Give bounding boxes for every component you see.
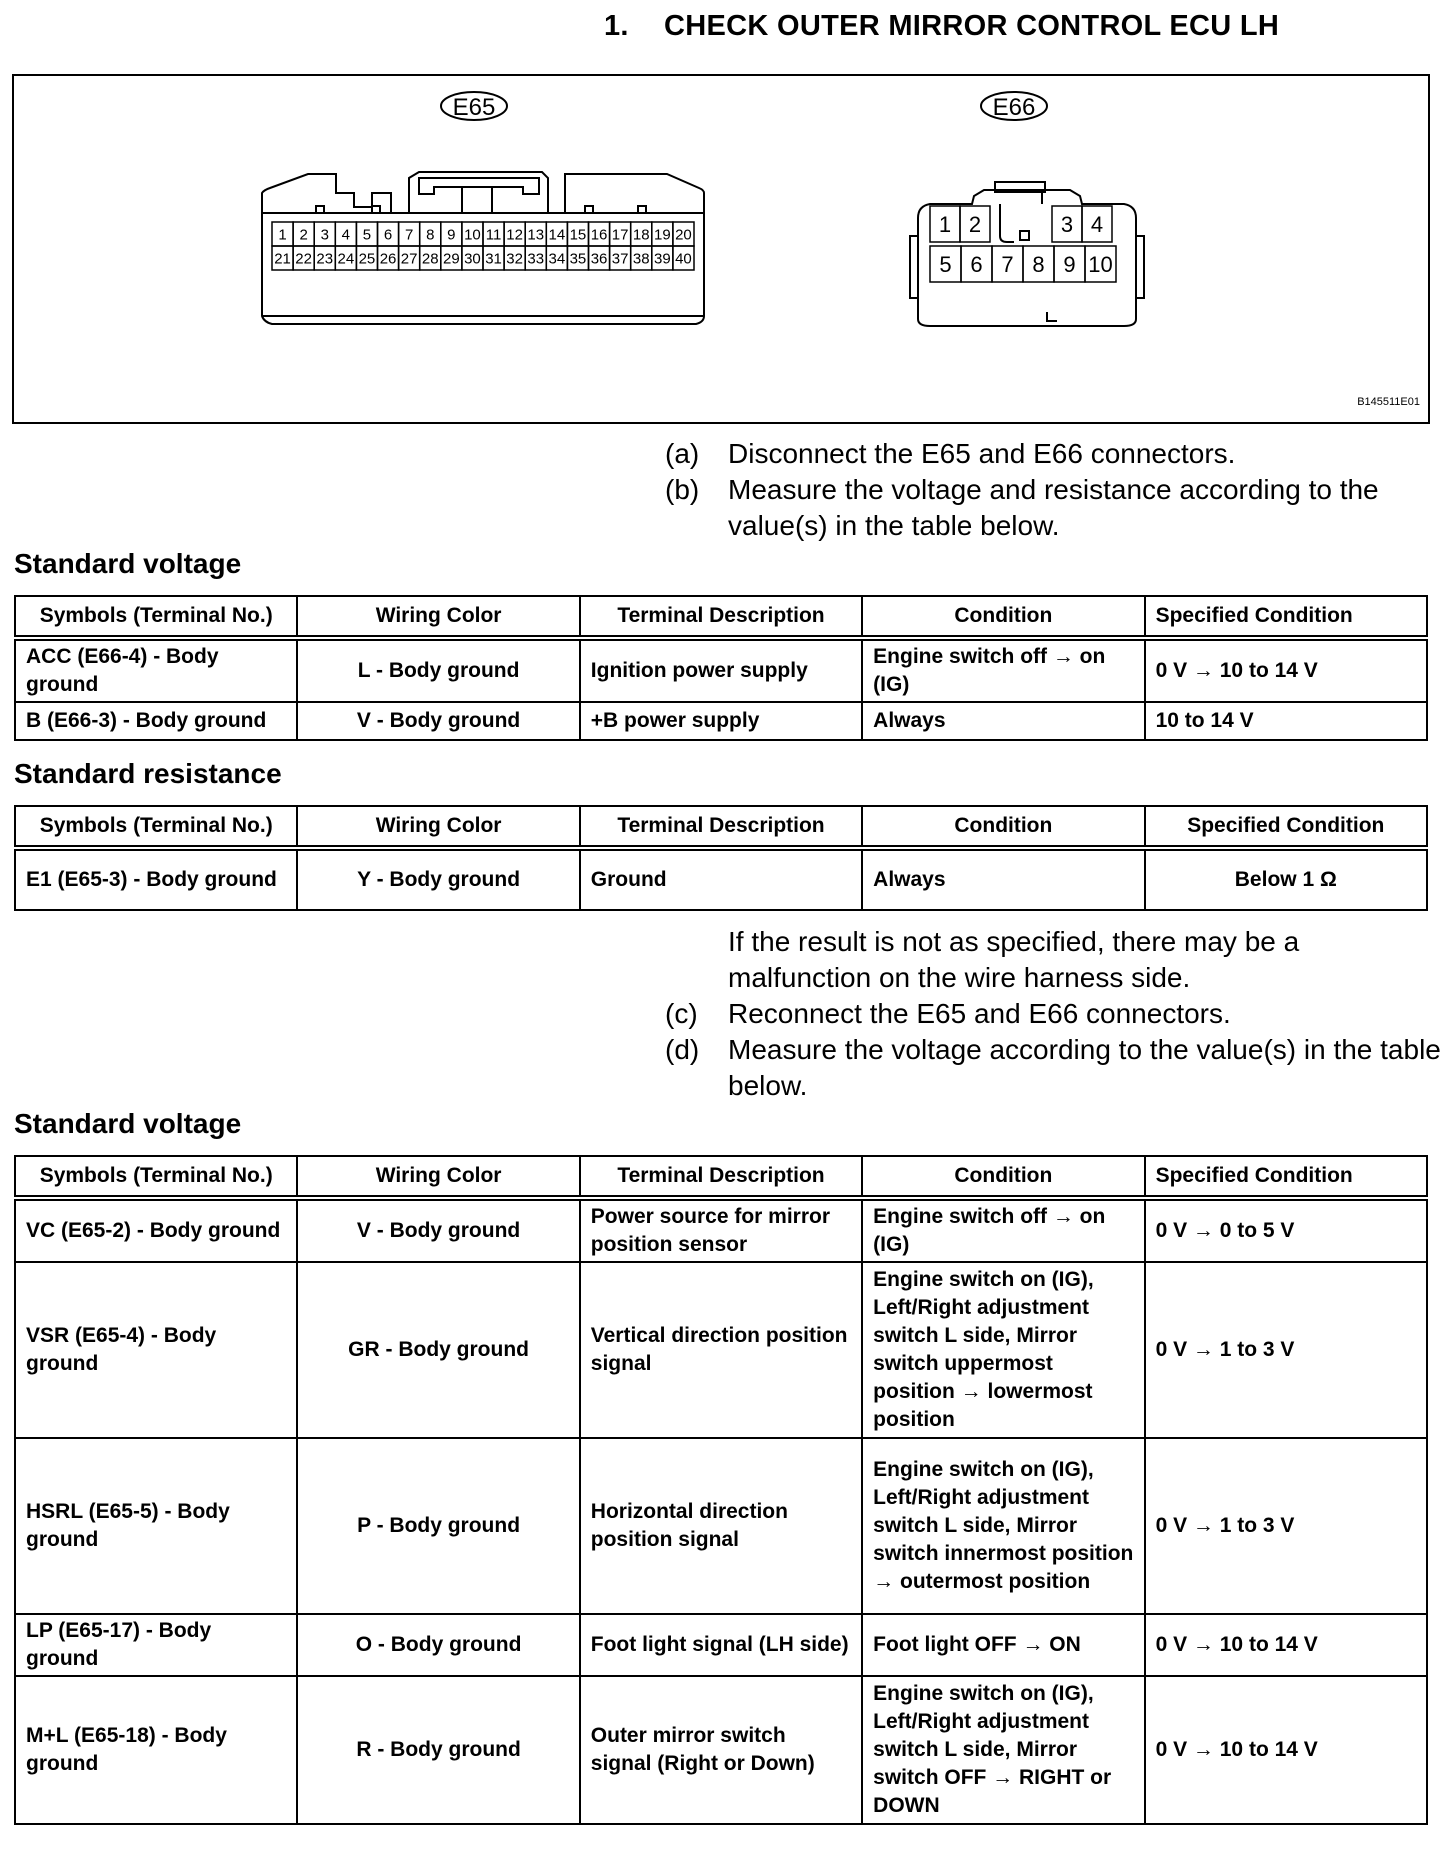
table-row [15,1676,1427,1824]
figure-id: B145511E01 [1357,396,1420,408]
col-symbols: Symbols (Terminal No.) [15,596,297,638]
table-cell: R - Body ground [297,1676,579,1824]
e65-pin-grid [272,222,694,270]
e66-pin-grid [930,206,1116,282]
pin-number: 22 [295,250,312,268]
pin-number: 29 [443,250,460,268]
table-cell: Power source for mirror position sensor [580,1198,862,1262]
pin-number: 18 [632,226,650,244]
pin-number: 9 [447,226,456,244]
table-cell: Engine switch on (IG), Left/Right adjustment switch L side, Mirror switch OFF → RIGHT or DOWN [862,1676,1144,1824]
pin-number: 7 [404,226,414,244]
step-item [665,1032,1445,1104]
pin-number: 3 [1060,211,1074,237]
table-cell: VSR (E65-4) - Body ground [15,1262,297,1438]
table-cell: Always [862,848,1144,910]
table-cell: +B power supply [580,702,862,740]
pin-number: 8 [1032,251,1045,277]
pin-number: 6 [970,251,983,277]
pin-number: 10 [464,226,481,244]
table1-header-row [15,596,1427,638]
pin-number: 3 [320,226,329,244]
table-cell: M+L (E65-18) - Body ground [15,1676,297,1824]
table1-title: Standard voltage [14,548,242,579]
table-cell: B (E66-3) - Body ground [15,702,297,740]
connector-diagram [14,76,1428,422]
pin-number: 13 [527,226,545,244]
step-item [665,436,1445,472]
note [665,924,1445,996]
pin-number: 35 [569,250,587,268]
table-cell: L - Body ground [297,638,579,702]
pin-number: 33 [527,250,545,268]
table-cell: GR - Body ground [297,1262,579,1438]
step-text: Measure the voltage and resistance according to the value(s) in the table below. [728,474,1379,541]
table3-header-row [15,1156,1427,1198]
pin-number: 30 [464,250,481,268]
step-label: (d) [665,1034,700,1065]
pin-number: 37 [611,250,629,268]
col-terminal-description: Terminal Description [580,1156,862,1198]
pin-number: 36 [590,250,608,268]
pin-number: 8 [426,226,435,244]
pin-number: 7 [1001,251,1014,277]
steps-group-1 [665,436,1445,544]
table-cell: 0 V → 1 to 3 V [1145,1438,1427,1614]
table-row [15,848,1427,910]
pin-number: 28 [421,250,439,268]
table-cell: E1 (E65-3) - Body ground [15,848,297,910]
table-row [15,638,1427,702]
step-label: (a) [665,438,700,469]
table-cell: Engine switch off → on (IG) [862,1198,1144,1262]
col-wiring-color: Wiring Color [297,806,579,848]
col-terminal-description: Terminal Description [580,596,862,638]
col-specified-condition: Specified Condition [1145,596,1427,638]
table-cell: Always [862,702,1144,740]
table-cell: Ground [580,848,862,910]
table-cell: 0 V → 10 to 14 V [1145,638,1427,702]
standard-resistance-table [14,805,1428,911]
step-item [665,996,1445,1032]
table-cell: O - Body ground [297,1614,579,1676]
table2-title: Standard resistance [14,758,282,789]
step-text: Disconnect the E65 and E66 connectors. [728,438,1236,469]
note-block [665,924,1445,996]
step-item [665,472,1445,544]
pin-number: 23 [316,250,334,268]
table-cell: Foot light signal (LH side) [580,1614,862,1676]
pin-number: 40 [675,250,692,268]
step-text: Measure the voltage according to the value(s) in the table below. [728,1034,1441,1101]
table-row [15,1438,1427,1614]
step-label: (b) [665,474,700,505]
col-condition: Condition [862,596,1144,638]
note-text: If the result is not as specified, there may be a malfunction on the wire harness side. [728,926,1300,993]
pin-number: 5 [362,226,372,244]
table-cell: HSRL (E65-5) - Body ground [15,1438,297,1614]
pin-number: 5 [939,251,952,277]
col-symbols: Symbols (Terminal No.) [15,1156,297,1198]
pin-number: 39 [654,250,671,268]
pin-number: 2 [299,226,308,244]
table-cell: Horizontal direction position signal [580,1438,862,1614]
pin-number: 17 [611,226,629,244]
table-cell: 10 to 14 V [1145,702,1427,740]
pin-number: 1 [938,211,952,237]
pin-number: 12 [506,226,523,244]
pin-number: 26 [379,250,397,268]
col-wiring-color: Wiring Color [297,596,579,638]
pin-number: 2 [968,211,982,237]
table-cell: V - Body ground [297,1198,579,1262]
table-cell: Engine switch on (IG), Left/Right adjustment switch L side, Mirror switch innermost position → outermost position [862,1438,1144,1614]
col-condition: Condition [862,806,1144,848]
connector-figure [12,74,1430,424]
pin-number: 27 [400,250,418,268]
table-cell: 0 V → 1 to 3 V [1145,1262,1427,1438]
table-row [15,1262,1427,1438]
pin-number: 38 [632,250,650,268]
table-row [15,1614,1427,1676]
pin-number: 4 [1090,211,1104,237]
pin-number: 11 [485,226,502,244]
standard-voltage-table-2 [14,1155,1428,1825]
pin-number: 24 [337,250,355,268]
section-title: CHECK OUTER MIRROR CONTROL ECU LH [664,10,1280,42]
table-cell: 0 V → 10 to 14 V [1145,1614,1427,1676]
pin-number: 6 [383,226,393,244]
pin-number: 14 [548,226,566,244]
table-cell: Below 1 Ω [1145,848,1427,910]
table-cell: V - Body ground [297,702,579,740]
table-cell: Outer mirror switch signal (Right or Down) [580,1676,862,1824]
table-cell: Vertical direction position signal [580,1262,862,1438]
table-cell: ACC (E66-4) - Body ground [15,638,297,702]
table3-title: Standard voltage [14,1108,242,1139]
pin-number: 9 [1063,251,1076,277]
steps-group-2 [665,996,1445,1104]
pin-number: 34 [548,250,566,268]
table-cell: VC (E65-2) - Body ground [15,1198,297,1262]
pin-number: 1 [278,226,287,244]
pin-number: 4 [341,226,351,244]
pin-number: 20 [675,226,692,244]
table-cell: Y - Body ground [297,848,579,910]
col-specified-condition: Specified Condition [1145,1156,1427,1198]
pin-number: 25 [358,250,376,268]
table-row [15,1198,1427,1262]
e65-label: E65 [452,94,496,121]
col-wiring-color: Wiring Color [297,1156,579,1198]
table-cell: P - Body ground [297,1438,579,1614]
section-number: 1. [604,10,629,42]
section-heading [604,10,1279,43]
table-cell: Foot light OFF → ON [862,1614,1144,1676]
col-condition: Condition [862,1156,1144,1198]
pin-number: 19 [654,226,671,244]
e66-label: E66 [992,94,1036,121]
col-symbols: Symbols (Terminal No.) [15,806,297,848]
table-row [15,702,1427,740]
step-text: Reconnect the E65 and E66 connectors. [728,998,1231,1029]
pin-number: 10 [1088,251,1113,277]
standard-voltage-table-1 [14,595,1428,741]
table-cell: LP (E65-17) - Body ground [15,1614,297,1676]
pin-number: 15 [569,226,587,244]
pin-number: 31 [485,250,502,268]
table-cell: 0 V → 0 to 5 V [1145,1198,1427,1262]
step-label: (c) [665,998,698,1029]
pin-number: 16 [590,226,608,244]
table-cell: 0 V → 10 to 14 V [1145,1676,1427,1824]
table-cell: Engine switch off → on (IG) [862,638,1144,702]
pin-number: 21 [274,250,291,268]
table-cell: Ignition power supply [580,638,862,702]
pin-number: 32 [506,250,523,268]
table-cell: Engine switch on (IG), Left/Right adjustment switch L side, Mirror switch uppermost position → lowermost position [862,1262,1144,1438]
table2-header-row [15,806,1427,848]
col-terminal-description: Terminal Description [580,806,862,848]
col-specified-condition: Specified Condition [1145,806,1427,848]
